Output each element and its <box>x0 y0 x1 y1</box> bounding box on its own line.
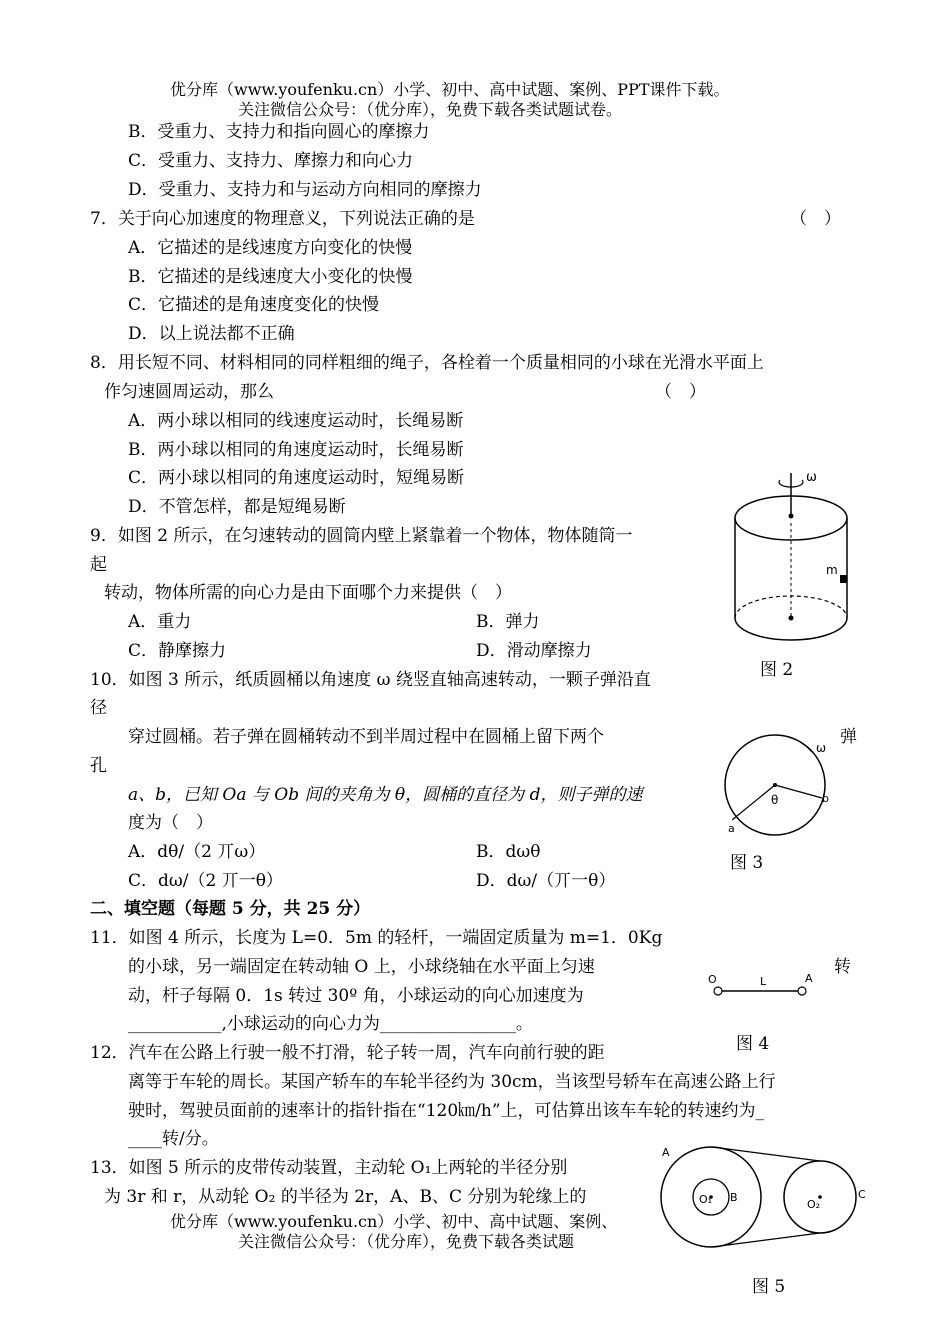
fig3-rotation-arrow <box>800 742 812 752</box>
belt-top <box>712 1147 820 1161</box>
side-text-dan: 弹 <box>840 727 857 747</box>
q10-option-a: A．dθ/（2 丌ω） <box>128 842 266 862</box>
q7-option-b: B．它描述的是线速度大小变化的快慢 <box>128 267 413 287</box>
q10-stem-line1: 10．如图 3 所示，纸质圆桶以角速度 ω 绕竖直轴高速转动，一颗子弹沿直 <box>90 670 651 690</box>
q13-line2: 为 3r 和 r，从动轮 O₂ 的半径为 2r，A、B、C 分别为轮缘上的 <box>104 1187 587 1207</box>
q8-option-b: B．两小球以相同的角速度运动时，长绳易断 <box>128 440 464 460</box>
fig3-b-label: b <box>822 792 829 805</box>
q10-stem-line3: a、b，已知 Oa 与 Ob 间的夹角为 θ，圆桶的直径为 d，则子弹的速 <box>128 785 643 805</box>
q6-option-b: B．受重力、支持力和指向圆心的摩擦力 <box>128 122 430 142</box>
q13-line1: 13．如图 5 所示的皮带传动装置，主动轮 O₁上两轮的半径分别 <box>90 1158 568 1178</box>
footer-line-1: 优分库（www.youfenku.cn）小学、初中、高中试题、案例、 <box>170 1212 618 1231</box>
q8-option-d: D．不管怎样，都是短绳易断 <box>128 497 346 517</box>
q7-option-c: C．它描述的是角速度变化的快慢 <box>128 295 380 315</box>
fig2-omega-label: ω <box>806 470 817 485</box>
fig4-o-label: O <box>708 973 717 986</box>
figure-2-caption: 图 2 <box>760 660 794 680</box>
side-text-zhuan: 转 <box>834 957 851 977</box>
q10-stem-line1-wrap: 径 <box>90 698 107 718</box>
section-heading-fill-in: 二、填空题（每题 5 分，共 25 分） <box>90 899 371 919</box>
q9-option-b: B．弹力 <box>476 612 540 632</box>
q8-option-a: A．两小球以相同的线速度运动时，长绳易断 <box>128 411 464 431</box>
q10-stem-line2: 穿过圆桶。若子弹在圆桶转动不到半周过程中在圆桶上留下两个 <box>128 727 604 747</box>
radius-ob <box>775 785 822 798</box>
fig3-theta-label: θ <box>771 793 779 807</box>
axis-top-point <box>789 514 794 519</box>
figure-4-rod <box>702 965 822 1005</box>
belt-bottom <box>712 1233 820 1247</box>
fig5-a-label: A <box>662 1146 670 1159</box>
q10-stem-line4: 度为（ ） <box>128 813 213 833</box>
q9-option-a: A．重力 <box>128 612 192 632</box>
q9-stem-line2: 转动，物体所需的向心力是由下面哪个力来提供（ ） <box>104 583 512 603</box>
q12-line4: ____转/分。 <box>128 1129 219 1149</box>
axis-bottom-point <box>789 616 794 621</box>
figure-3-cross-section <box>712 730 842 840</box>
pivot-o <box>714 987 722 995</box>
q9-stem-line1: 9．如图 2 所示，在匀速转动的圆筒内壁上紧靠着一个物体，物体随筒一 <box>90 526 633 546</box>
header-line-2: 关注微信公众号：（优分库），免费下载各类试题试卷。 <box>238 100 623 119</box>
q9-option-d: D．滑动摩擦力 <box>476 641 592 661</box>
q7-stem: 7．关于向心加速度的物理意义，下列说法正确的是 <box>90 209 475 229</box>
header-line-1: 优分库（www.youfenku.cn）小学、初中、高中试题、案例、PPT课件下载。 <box>170 80 730 99</box>
q8-option-c: C．两小球以相同的角速度运动时，短绳易断 <box>128 468 465 488</box>
q10-option-c: C．dω/（2 丌一θ） <box>128 871 283 891</box>
ball-a <box>798 987 806 995</box>
q11-line3: 动，杆子每隔 0．1s 转过 30º 角，小球运动的向心加速度为 <box>128 986 584 1006</box>
q7-answer-paren: （ ） <box>790 209 841 229</box>
q11-line1: 11．如图 4 所示，长度为 L=0．5m 的轻杆，一端固定质量为 m=1．0Kg <box>90 928 663 948</box>
q10-option-d: D．dω/（丌一θ） <box>476 871 616 891</box>
q8-stem-line1: 8．用长短不同、材料相同的同样粗细的绳子，各栓着一个质量相同的小球在光滑水平面上 <box>90 353 764 373</box>
cylinder-bottom-front <box>735 618 847 640</box>
q8-stem-line2: 作匀速圆周运动，那么 <box>104 382 274 402</box>
q12-line2: 离等于车轮的周长。某国产轿车的车轮半径约为 30cm，当该型号轿车在高速公路上行 <box>128 1072 776 1092</box>
q12-line1: 12．汽车在公路上行驶一般不打滑，轮子转一周，汽车向前行驶的距 <box>90 1043 605 1063</box>
q6-option-d: D．受重力、支持力和与运动方向相同的摩擦力 <box>128 180 482 200</box>
figure-3-caption: 图 3 <box>730 853 764 873</box>
q12-line3: 驶时，驾驶员面前的速率计的指针指在“120㎞/h”上，可估算出该车车轮的转速约为_ <box>128 1101 765 1121</box>
footer-line-2: 关注微信公众号：（优分库），免费下载各类试题 <box>238 1232 575 1251</box>
figure-5-caption: 图 5 <box>752 1277 786 1297</box>
figure-4-caption: 图 4 <box>736 1034 770 1054</box>
q10-stem-line2-wrap: 孔 <box>90 756 107 776</box>
radius-oa <box>732 785 775 820</box>
q7-option-a: A．它描述的是线速度方向变化的快慢 <box>128 238 413 258</box>
mass-block <box>840 575 847 583</box>
fig4-l-label: L <box>760 975 767 988</box>
fig3-omega-label: ω <box>816 741 827 755</box>
q9-stem-line1-wrap: 起 <box>90 555 107 575</box>
fig2-mass-label: m <box>826 563 838 577</box>
figure-2-cylinder <box>728 468 858 643</box>
q11-line4: ___________,小球运动的向心力为________________。 <box>128 1014 533 1034</box>
q10-option-b: B．dωθ <box>476 842 541 862</box>
q7-option-d: D．以上说法都不正确 <box>128 324 295 344</box>
fig3-a-label: a <box>728 822 735 835</box>
q8-answer-paren: （ ） <box>655 382 706 402</box>
fig5-b-label: B <box>730 1191 738 1204</box>
fig5-o2-label: O₂ <box>807 1198 821 1211</box>
fig5-o1-label: O₁ <box>699 1193 713 1206</box>
fig5-c-label: C <box>858 1188 866 1201</box>
q9-option-c: C．静摩擦力 <box>128 641 227 661</box>
fig4-a-label: A <box>805 972 813 985</box>
q6-option-c: C．受重力、支持力、摩擦力和向心力 <box>128 151 414 171</box>
q11-line2: 的小球，另一端固定在转动轴 O 上，小球绕轴在水平面上匀速 <box>128 957 595 977</box>
center-o <box>773 783 777 787</box>
figure-5-belt-drive <box>652 1140 870 1252</box>
